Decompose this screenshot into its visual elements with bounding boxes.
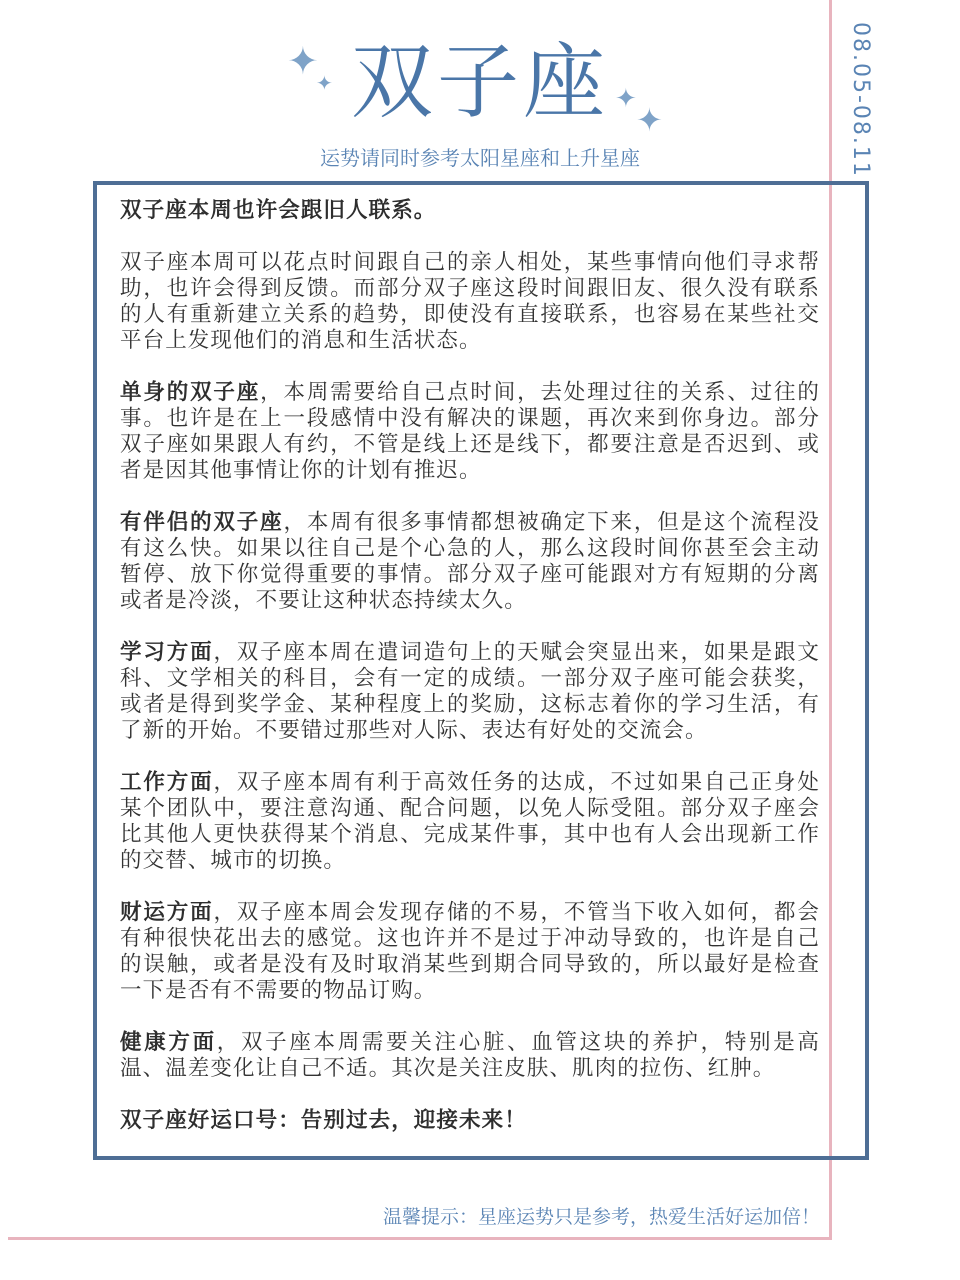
paragraph (120, 900, 820, 1004)
footer-tip: 温馨提示：星座运势只是参考，热爱生活好运加倍！ (382, 1206, 820, 1228)
paragraph-heading: 学习方面 (120, 640, 214, 665)
paragraph (120, 198, 820, 224)
paragraph (120, 770, 820, 874)
paragraph-text: ，双子座本周需要关注心脏、血管这块的养护，特别是高温、温差变化让自己不适。其次是关注皮肤、肌肉的拉伤、红肿。 (120, 1030, 820, 1081)
sparkle-icon: ✦ (316, 71, 333, 95)
paragraph-text: ，本周需要给自己点时间，去处理过往的关系、过往的事。也许是在上一段感情中没有解决的课题，再次来到你身边。部分双子座如果跟人有约，不管是线上还是线下，都要注意是否迟到、或者是因其他事情让你的计划有推迟。 (120, 380, 820, 483)
decor-horizontal-line (8, 1237, 832, 1240)
paragraph (120, 640, 820, 744)
page-subtitle: 运势请同时参考太阳星座和上升星座 (320, 146, 640, 170)
sparkle-icon: ✦ (636, 101, 663, 139)
paragraph-text: ，双子座本周有利于高效任务的达成，不过如果自己正身处某个团队中，要注意沟通、配合问题，以免人际受阻。部分双子座会比其他人更快获得某个消息、完成某件事，其中也有人会出现新工作的交替、城市的切换。 (120, 770, 820, 873)
paragraph-heading: 健康方面 (120, 1030, 217, 1055)
paragraph-text: ，双子座本周会发现存储的不易，不管当下收入如何，都会有种很快花出去的感觉。这也许并不是过于冲动导致的，也许是自己的误触，或者是没有及时取消某些到期合同导致的，所以最好是检查一下是否有不需要的物品订购。 (120, 900, 820, 1003)
horoscope-body (120, 198, 820, 1160)
paragraph-text: ，双子座本周在遣词造句上的天赋会突显出来，如果是跟文科、文学相关的科目，会有一定的成绩。一部分双子座可能会获奖，或者是得到奖学金、某种程度上的奖励，这标志着你的学习生活，有了新的开始。不要错过那些对人际、表达有好处的交流会。 (120, 640, 820, 743)
paragraph-heading: 财运方面 (120, 900, 214, 925)
paragraph (120, 250, 820, 354)
paragraph-heading: 工作方面 (120, 770, 214, 795)
page-title: 双子座 (350, 35, 609, 130)
paragraph (120, 380, 820, 484)
paragraph (120, 1108, 820, 1134)
paragraph (120, 1030, 820, 1082)
paragraph-bold-text: 双子座本周也许会跟旧人联系。 (120, 198, 437, 223)
paragraph (120, 510, 820, 614)
sparkle-icon: ✦ (615, 84, 637, 114)
paragraph-heading: 单身的双子座 (120, 380, 261, 405)
sparkle-icon: ✦ (287, 39, 319, 83)
paragraph-heading: 有伴侣的双子座 (120, 510, 284, 535)
paragraph-text: 双子座本周可以花点时间跟自己的亲人相处，某些事情向他们寻求帮助，也许会得到反馈。而部分双子座这段时间跟旧友、很久没有联系的人有重新建立关系的趋势，即使没有直接联系，也容易在某些社交平台上发现他们的消息和生活状态。 (120, 250, 820, 353)
date-range: 08.05-08.11 (848, 22, 873, 178)
paragraph-bold-text: 双子座好运口号：告别过去，迎接未来！ (120, 1108, 527, 1133)
paragraph-text: ，本周有很多事情都想被确定下来，但是这个流程没有这么快。如果以往自己是个心急的人，那么这段时间你甚至会主动暂停、放下你觉得重要的事情。部分双子座可能跟对方有短期的分离或者是冷淡，不要让这种状态持续太久。 (120, 510, 820, 613)
